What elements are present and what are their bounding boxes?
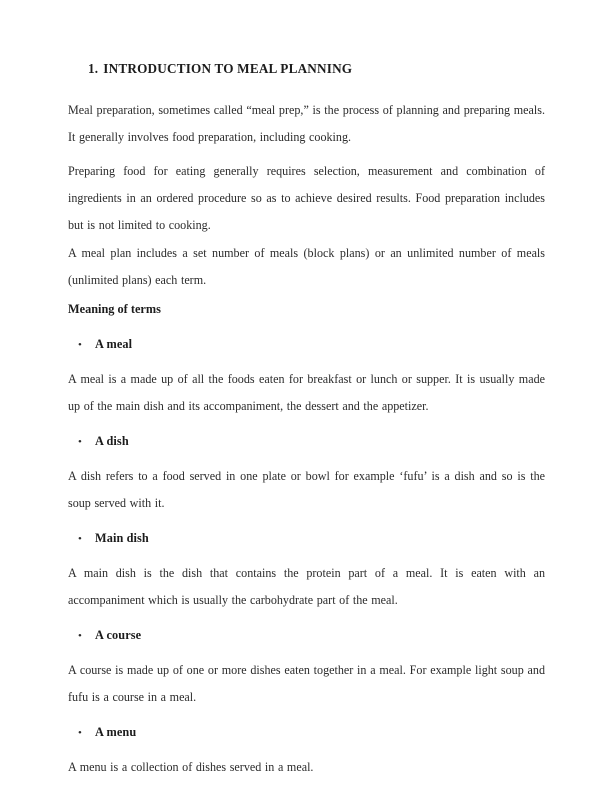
term-description: A menu is a collection of dishes served in a meal. <box>68 760 314 775</box>
bullet-icon: • <box>78 630 82 643</box>
term-label: Main dish <box>95 531 149 546</box>
term-item-main-dish <box>68 531 545 614</box>
bullet-icon: • <box>78 533 82 546</box>
document-content <box>68 60 545 788</box>
section-heading-meaning-of-terms: Meaning of terms <box>68 302 161 317</box>
bullet-heading-a-menu <box>78 725 545 740</box>
intro-paragraph-2: Preparing food for eating generally requires selection, measurement and combination of ingredients in an ordered procedure so as to achieve desired results. Food preparation includes but is not limited to cooking. <box>68 164 545 233</box>
bullet-icon: • <box>78 339 82 352</box>
term-label: A course <box>95 628 142 643</box>
term-description: A course is made up of one or more dishes eaten together in a meal. For example light soup and fufu is a course in a meal. <box>68 663 545 705</box>
bullet-heading-a-meal <box>78 337 545 352</box>
page-title-text: INTRODUCTION TO MEAL PLANNING <box>103 61 353 76</box>
term-description: A dish refers to a food served in one plate or bowl for example ‘fufu’ is a dish and so is the soup served with it. <box>68 469 545 511</box>
term-label: A dish <box>95 434 129 449</box>
intro-paragraph-3: A meal plan includes a set number of meals (block plans) or an unlimited number of meals (unlimited plans) each term. <box>68 246 545 288</box>
bullet-icon: • <box>78 436 82 449</box>
term-item-a-dish <box>68 434 545 517</box>
term-label: A menu <box>95 725 137 740</box>
intro-paragraph-1: Meal preparation, sometimes called “meal prep,” is the process of planning and preparing meals. It generally involves food preparation, including cooking. <box>68 103 545 145</box>
term-description: A meal is a made up of all the foods eaten for breakfast or lunch or supper. It is usually made up of the main dish and its accompaniment, the dessert and the appetizer. <box>68 372 545 414</box>
page-title <box>88 60 545 77</box>
page-title-number: 1. <box>88 61 99 76</box>
term-item-a-course <box>68 628 545 711</box>
bullet-heading-a-dish <box>78 434 545 449</box>
term-item-a-menu <box>68 725 545 781</box>
term-description: A main dish is the dish that contains the protein part of a meal. It is eaten with an accompaniment which is usually the carbohydrate part of the meal. <box>68 566 545 608</box>
bullet-heading-a-course <box>78 628 545 643</box>
bullet-icon: • <box>78 727 82 740</box>
term-item-a-meal <box>68 337 545 420</box>
term-label: A meal <box>95 337 133 352</box>
bullet-heading-main-dish <box>78 531 545 546</box>
